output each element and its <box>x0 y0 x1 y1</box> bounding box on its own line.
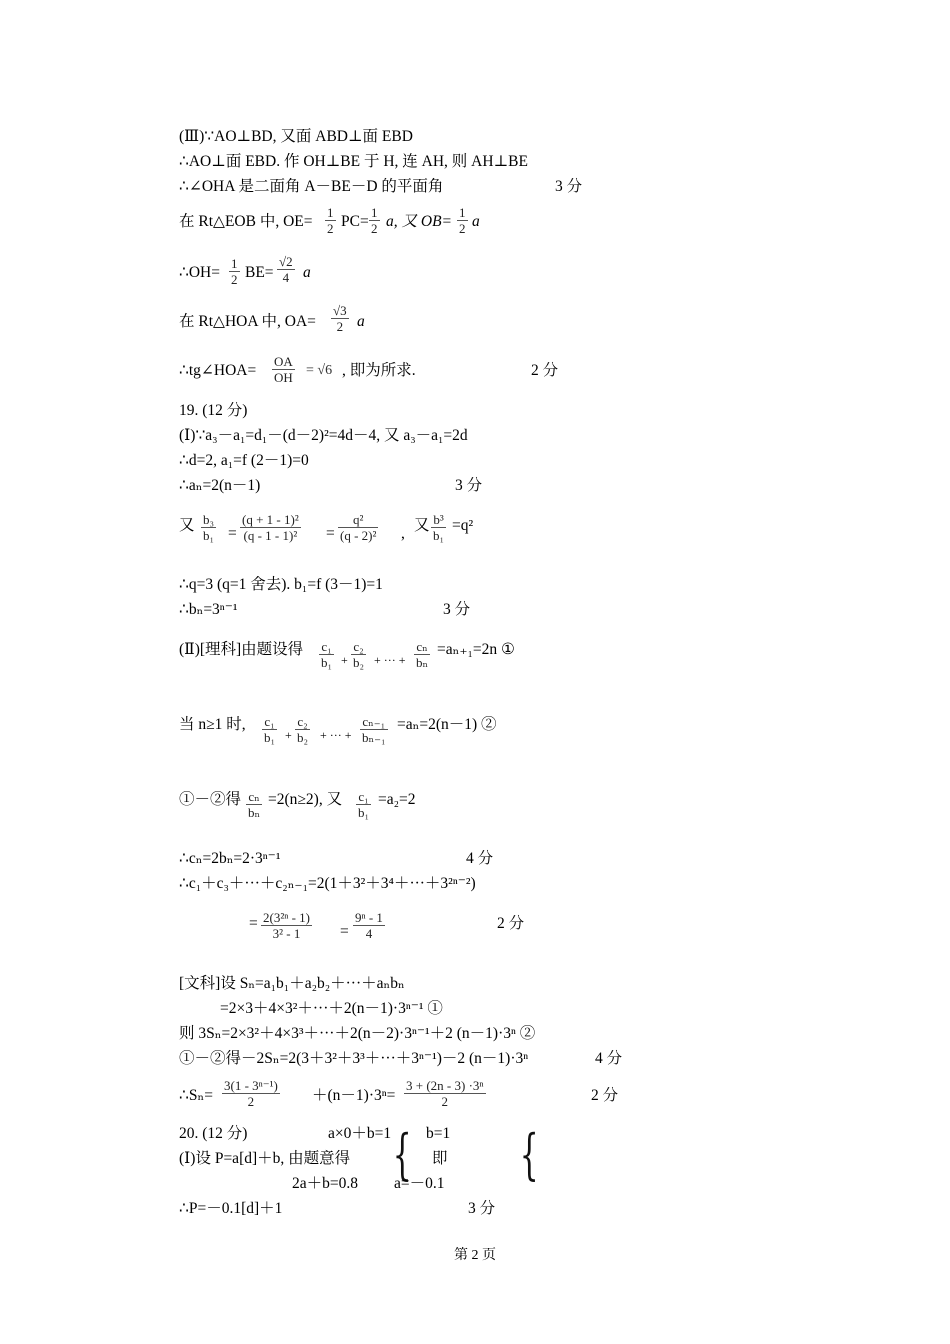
denominator: b₁ <box>264 730 276 745</box>
fraction-cn-bn <box>414 639 430 670</box>
numerator: cₙ₋₁ <box>360 714 388 730</box>
fraction-c1-b1 <box>262 714 277 745</box>
fraction-b3-b1 <box>201 512 216 543</box>
text-segment: 又 <box>414 517 430 534</box>
text-segment: ∴Sₙ= <box>179 1087 213 1104</box>
text-segment: =a₂=2 <box>378 791 416 808</box>
text-segment: ①－②得 <box>179 791 242 808</box>
left-brace-icon: { <box>392 1123 412 1186</box>
denominator: b₁ <box>321 655 333 670</box>
denominator: b₁ <box>203 528 215 543</box>
equation-system-bottom: a=－0.1 <box>394 1175 445 1192</box>
numerator: 3(1 - 3ⁿ⁻¹) <box>224 1078 278 1093</box>
fraction-oa-over-oh <box>272 354 295 385</box>
denominator: 2 <box>459 221 466 236</box>
text-segment: a <box>303 264 311 281</box>
text-line: ∴c₁＋c₃＋···＋c₂ₙ₋₁=2(1＋3²＋3⁴＋···＋3²ⁿ⁻²) <box>179 875 476 892</box>
text-line: 在 Rt△EOB 中, OE= <box>179 213 313 230</box>
text-line: ∴q=3 (q=1 舍去). b₁=f (3－1)=1 <box>179 576 383 593</box>
text-segment: + ··· + <box>320 728 352 742</box>
text-line: ∴AO⊥面 EBD. 作 OH⊥BE 于 H, 连 AH, 则 AH⊥BE <box>179 153 528 170</box>
score: 4 分 <box>595 1050 623 1067</box>
left-brace-icon: { <box>519 1123 539 1186</box>
numerator: 1 <box>231 256 238 271</box>
numerator: cₙ <box>414 639 430 655</box>
numerator: OA <box>274 354 293 369</box>
text-segment: =aₙ=2(n－1) ② <box>397 716 497 733</box>
text-line: ∴bₙ=3ⁿ⁻¹ <box>179 601 238 618</box>
text-line: (Ⅰ)设 P=a[d]＋b, 由题意得 <box>179 1150 351 1167</box>
denominator: b₂ <box>353 655 365 670</box>
denominator: 4 <box>365 926 373 941</box>
score: 3 分 <box>455 477 483 494</box>
text-segment: a, 又 OB= <box>386 213 452 230</box>
page-number: 第 2 页 <box>454 1248 496 1263</box>
equation-system-bottom: 2a＋b=0.8 <box>292 1175 358 1192</box>
numerator: c₁ <box>319 639 334 655</box>
text-segment: + <box>341 653 348 667</box>
denominator: b₂ <box>297 730 309 745</box>
equation-system-top: a×0＋b=1 <box>328 1125 392 1142</box>
text-segment: = <box>228 525 237 542</box>
numerator: √2 <box>279 254 293 269</box>
numerator: 1 <box>327 205 334 220</box>
denominator: b₁ <box>433 528 445 543</box>
text-line: 在 Rt△HOA 中, OA= <box>179 313 316 330</box>
text-segment: + ··· + <box>374 653 406 667</box>
denominator: 2 <box>336 319 344 334</box>
denominator: 2 <box>247 1094 255 1109</box>
text-line: (Ⅰ)∵a₃－a₁=d₁－(d－2)²=4d－4, 又 a₃－a₁=2d <box>179 427 468 444</box>
denominator: b₁ <box>358 805 370 820</box>
text-segment: a <box>472 213 480 230</box>
denominator: 2 <box>371 221 378 236</box>
numerator: (q + 1 - 1)² <box>242 512 299 527</box>
fraction-expression <box>338 512 378 543</box>
denominator: bₙ <box>416 655 429 670</box>
fraction-sqrt3-over-2 <box>331 303 349 334</box>
text-segment: + <box>285 728 292 742</box>
fraction-expression <box>240 512 301 543</box>
score: 2 分 <box>531 362 559 379</box>
text-line: 则 3Sₙ=2×3²＋4×3³＋···＋2(n－2)·3ⁿ⁻¹＋2 (n－1)·3ⁿ ② <box>179 1025 536 1042</box>
question-header: 19. (12 分) <box>179 402 248 419</box>
text-line: ∴∠OHA 是二面角 A－BE－D 的平面角 <box>179 178 444 195</box>
text-segment: = <box>249 915 258 932</box>
denominator: (q - 2)² <box>340 528 377 543</box>
denominator: bₙ₋₁ <box>362 730 386 745</box>
fraction-cn1-bn1 <box>360 714 388 745</box>
numerator: q² <box>338 512 378 528</box>
text-segment: BE= <box>245 264 274 281</box>
score: 2 分 <box>497 915 525 932</box>
text-segment: =aₙ₊₁=2n ① <box>437 641 515 658</box>
denominator: OH <box>274 370 293 385</box>
score: 3 分 <box>443 601 471 618</box>
denominator: (q - 1 - 1)² <box>243 528 298 543</box>
numerator: c₁ <box>262 714 277 730</box>
numerator: b³ <box>431 512 446 528</box>
text-segment: = <box>340 923 349 940</box>
text-segment: 又 <box>179 517 195 534</box>
text-segment: =q² <box>452 517 474 534</box>
fraction-sqrt2-over-4 <box>277 254 295 285</box>
numerator: b₃ <box>203 512 215 527</box>
fraction-cn-bn <box>246 789 262 820</box>
text-segment: , 即为所求. <box>342 362 416 379</box>
equation-system-top: b=1 <box>426 1125 451 1142</box>
numerator: 1 <box>371 205 378 220</box>
question-header: 20. (12 分) <box>179 1125 248 1142</box>
fraction-half <box>229 256 240 287</box>
score: 3 分 <box>468 1200 496 1217</box>
fraction-b3-b1 <box>431 512 446 543</box>
score: 3 分 <box>555 178 583 195</box>
fraction-half <box>325 205 336 236</box>
fraction-c1-b1 <box>356 789 371 820</box>
text-segment: 即 <box>432 1150 448 1167</box>
text-line: ∴cₙ=2bₙ=2·3ⁿ⁻¹ <box>179 850 281 867</box>
text-line: =2×3＋4×3²＋···＋2(n－1)·3ⁿ⁻¹ ① <box>220 1000 443 1017</box>
numerator: c₁ <box>356 789 371 805</box>
text-segment: a <box>357 313 365 330</box>
fraction-sn-part1 <box>222 1078 280 1109</box>
numerator: 3 + (2n - 3) ·3ⁿ <box>406 1078 484 1093</box>
text-segment: , <box>401 525 405 542</box>
text-segment: = √6 <box>306 363 333 378</box>
denominator: 3² - 1 <box>272 926 301 941</box>
text-segment: = <box>326 525 335 542</box>
numerator: 9ⁿ - 1 <box>355 910 383 925</box>
fraction-half <box>369 205 380 236</box>
text-line: ①－②得－2Sₙ=2(3＋3²＋3³＋···＋3ⁿ⁻¹)－2 (n－1)·3ⁿ <box>179 1050 529 1067</box>
text-line: ∴OH= <box>179 264 220 281</box>
denominator: bₙ <box>248 805 261 820</box>
denominator: 2 <box>231 272 238 287</box>
fraction-sn-result <box>404 1078 486 1109</box>
text-segment: (Ⅱ)[理科]由题设得 <box>179 641 304 658</box>
fraction-result <box>353 910 385 941</box>
text-line: ∴d=2, a₁=f (2－1)=0 <box>179 452 309 469</box>
fraction-half <box>457 205 468 236</box>
denominator: 2 <box>441 1094 448 1109</box>
numerator: 2(3²ⁿ - 1) <box>263 910 310 925</box>
text-line: ∴tg∠HOA= <box>179 362 257 379</box>
fraction-c2-b2 <box>351 639 366 670</box>
fraction-c2-b2 <box>295 714 310 745</box>
score: 4 分 <box>466 850 494 867</box>
text-segment: =2(n≥2), 又 <box>268 791 343 808</box>
numerator: c₂ <box>295 714 310 730</box>
text-line: (Ⅲ)∵AO⊥BD, 又面 ABD⊥面 EBD <box>179 128 413 145</box>
numerator: 1 <box>459 205 466 220</box>
numerator: cₙ <box>246 789 262 805</box>
text-segment: ＋(n－1)·3ⁿ= <box>312 1087 396 1104</box>
text-segment: 当 n≥1 时, <box>179 716 246 733</box>
text-line: [文科]设 Sₙ=a₁b₁＋a₂b₂＋···＋aₙbₙ <box>179 975 405 992</box>
fraction-geometric-sum <box>261 910 312 941</box>
text-segment: PC= <box>341 213 369 230</box>
fraction-c1-b1 <box>319 639 334 670</box>
denominator: 2 <box>327 221 334 236</box>
score: 2 分 <box>591 1087 619 1104</box>
text-line: ∴P=－0.1[d]＋1 <box>179 1200 283 1217</box>
numerator: √3 <box>333 303 347 318</box>
numerator: c₂ <box>351 639 366 655</box>
text-line: ∴aₙ=2(n－1) <box>179 477 261 494</box>
denominator: 4 <box>282 270 290 285</box>
